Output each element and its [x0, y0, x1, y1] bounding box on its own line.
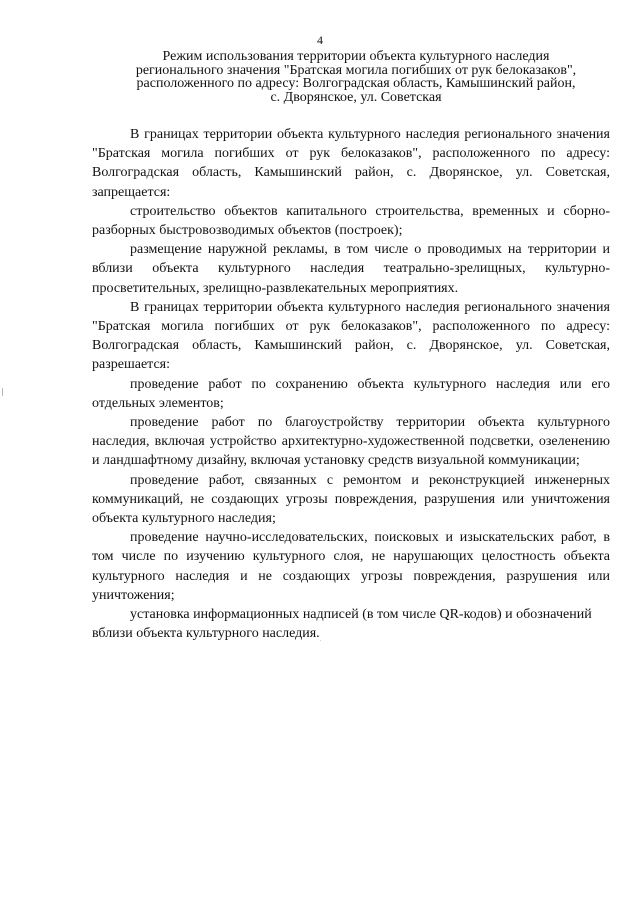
paragraph-prohibited-construction: строительство объектов капитального строительства, временных и сборно-разборных быстровозводимых объектов (построек);: [92, 203, 610, 239]
scan-artifact: [2, 388, 3, 396]
page-number: 4: [317, 33, 323, 47]
heading-line: расположенного по адресу: Волгоградская область, Камышинский район,: [136, 76, 576, 91]
paragraph-permitted-utilities: проведение работ, связанных с ремонтом и реконструкцией инженерных коммуникаций, не создающих угрозы повреждения, разрушения или уничтожения объекта культурного наследия;: [92, 472, 610, 527]
paragraph-permitted-intro: В границах территории объекта культурного наследия регионального значения "Братская могила погибших от рук белоказаков", расположенного по адресу: Волгоградская область, Камышинский район, с. Дворянское, ул. Советская, разрешается:: [92, 299, 610, 373]
paragraph-permitted-landscaping: проведение работ по благоустройству территории объекта культурного наследия, включая устройство архитектурно-художественной подсветки, озеленению и ландшафтному дизайну, включая установку средств визуальной коммуникации;: [92, 415, 610, 469]
paragraph-prohibited-advertising: размещение наружной рекламы, в том числе о проводимых на территории и вблизи объекта культурного наследия театрально-зрелищных, культурно-просветительных, зрелищно-развлекательных мероприятиях.: [92, 242, 610, 296]
paragraph-permitted-research: проведение научно-исследовательских, поисковых и изыскательских работ, в том числе по изучению культурного слоя, не нарушающих целостность объекта культурного наследия и не создающих угрозы повреждения, разрушения или уничтожения;: [92, 530, 610, 603]
document-heading: [96, 50, 616, 104]
document-body: [92, 125, 610, 643]
scan-artifact: [320, 640, 321, 641]
paragraph-permitted-preservation: проведение работ по сохранению объекта культурного наследия или его отдельных элементов;: [92, 376, 610, 411]
heading-line: регионального значения "Братская могила погибших от рук белоказаков",: [135, 62, 577, 78]
paragraph-permitted-signage: установка информационных надписей (в том числе QR-кодов) и обозначений вблизи объекта культурного наследия.: [92, 607, 592, 642]
heading-line: с. Дворянское, ул. Советская: [270, 89, 442, 105]
heading-line: Режим использования территории объекта культурного наследия: [162, 49, 550, 64]
paragraph-prohibited-intro: В границах территории объекта культурного наследия регионального значения "Братская могила погибших от рук белоказаков", расположенного по адресу: Волгоградская область, Камышинский район, с. Дворянское, ул. Советская, запрещается:: [92, 127, 610, 200]
